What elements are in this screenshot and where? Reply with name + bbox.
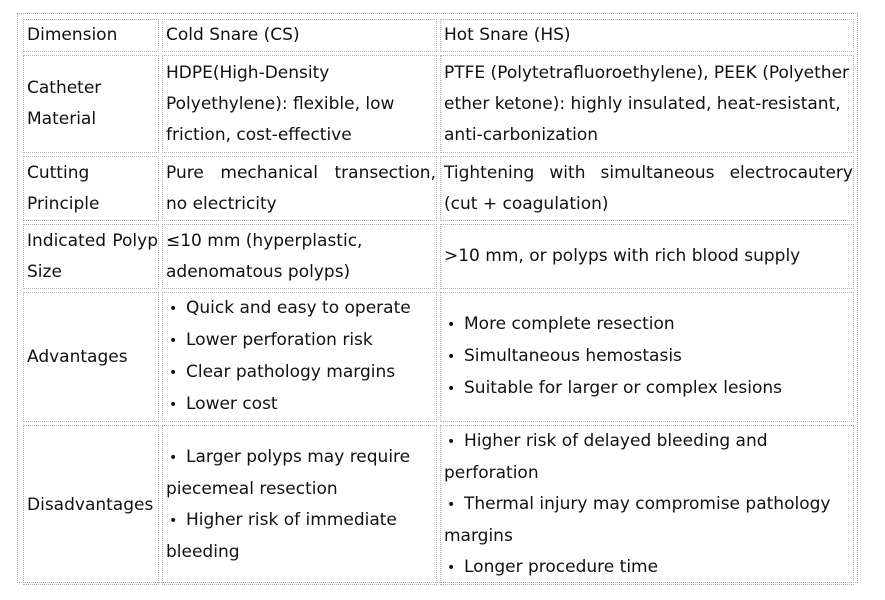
- row-label: Catheter Material: [23, 55, 159, 153]
- list-item-text: Higher risk of delayed bleeding and perforation: [444, 431, 768, 483]
- comparison-table-frame: [17, 13, 858, 583]
- bullet-icon: •: [447, 434, 456, 450]
- list-item: [444, 552, 853, 584]
- hot-advantages-list: [444, 309, 853, 405]
- table-row-size: [23, 224, 854, 289]
- bullet-icon: •: [169, 450, 178, 466]
- hot-cell: Tightening with simultaneous electrocautery (cut + coagulation): [440, 156, 854, 221]
- list-item-text: Longer procedure time: [464, 557, 659, 577]
- bullet-icon: •: [447, 381, 456, 397]
- bullet-icon: •: [447, 349, 456, 365]
- bullet-icon: •: [169, 397, 178, 413]
- row-label: Cutting Principle: [23, 156, 159, 221]
- list-item-text: More complete resection: [464, 314, 675, 334]
- bullet-icon: •: [169, 365, 178, 381]
- row-label: Disadvantages: [23, 425, 159, 585]
- bullet-icon: •: [447, 560, 456, 576]
- bullet-icon: •: [447, 497, 456, 513]
- list-item-text: Lower cost: [186, 394, 278, 414]
- list-item-text: Quick and easy to operate: [186, 298, 411, 318]
- list-item: [166, 357, 436, 389]
- list-item-text: Simultaneous hemostasis: [464, 346, 682, 366]
- bullet-icon: •: [169, 301, 178, 317]
- cold-disadvantages-list: [166, 442, 436, 568]
- list-item-text: Thermal injury may compromise pathology margins: [444, 494, 831, 546]
- list-item: [444, 309, 853, 341]
- list-item-text: Higher risk of immediate bleeding: [166, 510, 397, 562]
- list-item-text: Suitable for larger or complex lesions: [464, 378, 783, 398]
- cold-cell: Pure mechanical transection, no electricity: [162, 156, 437, 221]
- list-item: [166, 389, 436, 421]
- cold-cell: HDPE(High-Density Polyethylene): flexible, low friction, cost-effective: [162, 55, 437, 153]
- cold-cell: [162, 425, 437, 585]
- cold-cell: ≤10 mm (hyperplastic, adenomatous polyps): [162, 224, 437, 289]
- bullet-icon: •: [447, 317, 456, 333]
- hot-cell: [440, 292, 854, 422]
- table-row-principle: [23, 156, 854, 221]
- table-row-material: [23, 55, 854, 153]
- table-row-advantages: [23, 292, 854, 422]
- list-item: [444, 426, 853, 489]
- list-item-text: Lower perforation risk: [186, 330, 373, 350]
- row-label: Indicated Polyp Size: [23, 224, 159, 289]
- list-item: [166, 505, 436, 568]
- list-item: [166, 442, 436, 505]
- table-row-disadvantages: [23, 425, 854, 585]
- hot-cell: PTFE (Polytetrafluoroethylene), PEEK (Polyether ether ketone): highly insulated, heat-resistant, anti-carbonization: [440, 55, 854, 153]
- list-item: [444, 341, 853, 373]
- hot-disadvantages-list: [444, 426, 853, 584]
- header-cold-snare: Cold Snare (CS): [162, 19, 437, 52]
- list-item: [166, 325, 436, 357]
- list-item: [444, 373, 853, 405]
- list-item-text: Clear pathology margins: [186, 362, 396, 382]
- cold-advantages-list: [166, 293, 436, 421]
- cold-cell: [162, 292, 437, 422]
- bullet-icon: •: [169, 513, 178, 529]
- list-item-text: Larger polyps may require piecemeal resection: [166, 447, 411, 499]
- snare-comparison-table: [20, 16, 857, 588]
- hot-cell: >10 mm, or polyps with rich blood supply: [440, 224, 854, 289]
- header-dimension: Dimension: [23, 19, 159, 52]
- hot-cell: [440, 425, 854, 585]
- table-header-row: [23, 19, 854, 52]
- list-item: [444, 489, 853, 552]
- list-item: [166, 293, 436, 325]
- header-hot-snare: Hot Snare (HS): [440, 19, 854, 52]
- bullet-icon: •: [169, 333, 178, 349]
- row-label: Advantages: [23, 292, 159, 422]
